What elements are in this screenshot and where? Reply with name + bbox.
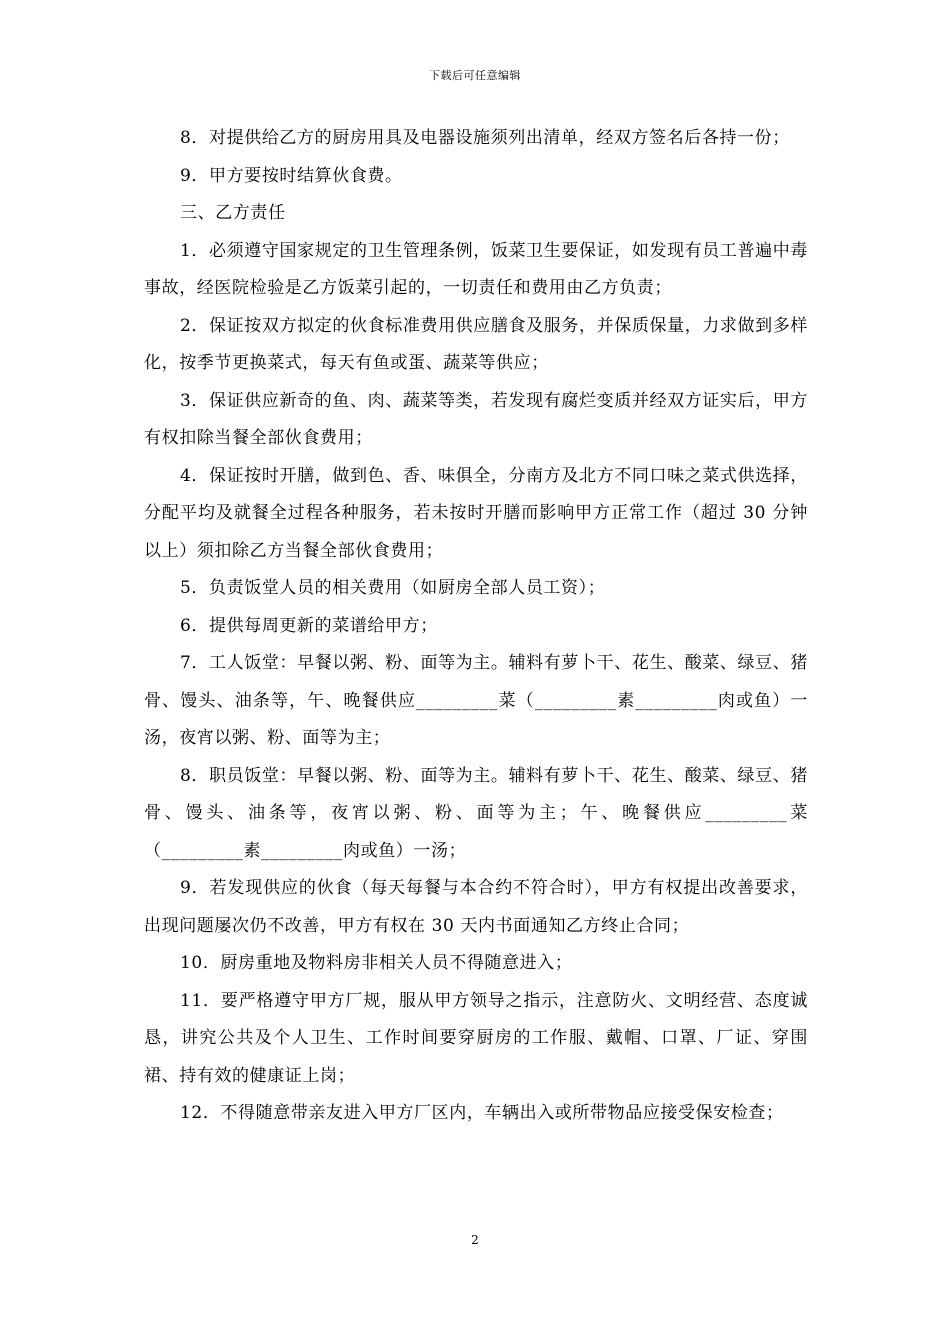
paragraph: 11．要严格遵守甲方厂规，服从甲方领导之指示，注意防火、文明经营、态度诚恳，讲究公共及个人卫生、工作时间要穿厨房的工作服、戴帽、口罩、厂证、穿围裙、持有效的健康证上岗； — [144, 990, 808, 1086]
paragraph: 9．若发现供应的伙食（每天每餐与本合约不符合时），甲方有权提出改善要求，出现问题屡次仍不改善，甲方有权在 30 天内书面通知乙方终止合同； — [144, 878, 808, 936]
paragraph: 6．提供每周更新的菜谱给甲方； — [180, 615, 438, 636]
section-heading: 三、乙方责任 — [180, 203, 286, 223]
paragraph: 5．负责饭堂人员的相关费用（如厨房全部人员工资）； — [180, 578, 606, 598]
paragraph: 8．对提供给乙方的厨房用具及电器设施须列出清单，经双方签名后各持一份； — [180, 128, 790, 148]
paragraph: 7．工人饭堂：早餐以粥、粉、面等为主。辅料有萝卜干、花生、酸菜、绿豆、猪骨、馒头、油条等，午、晚餐供应_________菜（_________素_________肉或鱼）一汤，夜宵以粥、粉、面等为主； — [144, 653, 808, 748]
paragraph: 1．必须遵守国家规定的卫生管理条例，饭菜卫生要保证，如发现有员工普遍中毒事故，经医院检验是乙方饭菜引起的，一切责任和费用由乙方负责； — [144, 240, 808, 298]
paragraph: 10．厨房重地及物料房非相关人员不得随意进入； — [180, 953, 573, 973]
paragraph: 3．保证供应新奇的鱼、肉、蔬菜等类，若发现有腐烂变质并经双方证实后，甲方有权扣除当餐全部伙食费用； — [144, 390, 808, 448]
page-number: 2 — [471, 1233, 479, 1247]
document-body — [144, 120, 808, 1133]
paragraph: 8．职员饭堂：早餐以粥、粉、面等为主。辅料有萝卜干、花生、酸菜、绿豆、猪骨、馒头、油条等，夜宵以粥、粉、面等为主；午、晚餐供应_________菜（_________素_________肉或鱼）一汤； — [144, 765, 808, 861]
page-header: 下载后可任意编辑 — [429, 69, 521, 82]
paragraph: 9．甲方要按时结算伙食费。 — [180, 165, 403, 186]
paragraph: 4．保证按时开膳，做到色、香、味俱全，分南方及北方不同口味之菜式供选择，分配平均及就餐全过程各种服务，若未按时开膳而影响甲方正常工作（超过 30 分钟以上）须扣除乙方当餐全部伙食费用； — [144, 465, 808, 561]
paragraph: 2．保证按双方拟定的伙食标准费用供应膳食及服务，并保质保量，力求做到多样化，按季节更换菜式，每天有鱼或蛋、蔬菜等供应； — [144, 315, 808, 373]
paragraph: 12．不得随意带亲友进入甲方厂区内，车辆出入或所带物品应接受保安检查； — [180, 1103, 784, 1123]
